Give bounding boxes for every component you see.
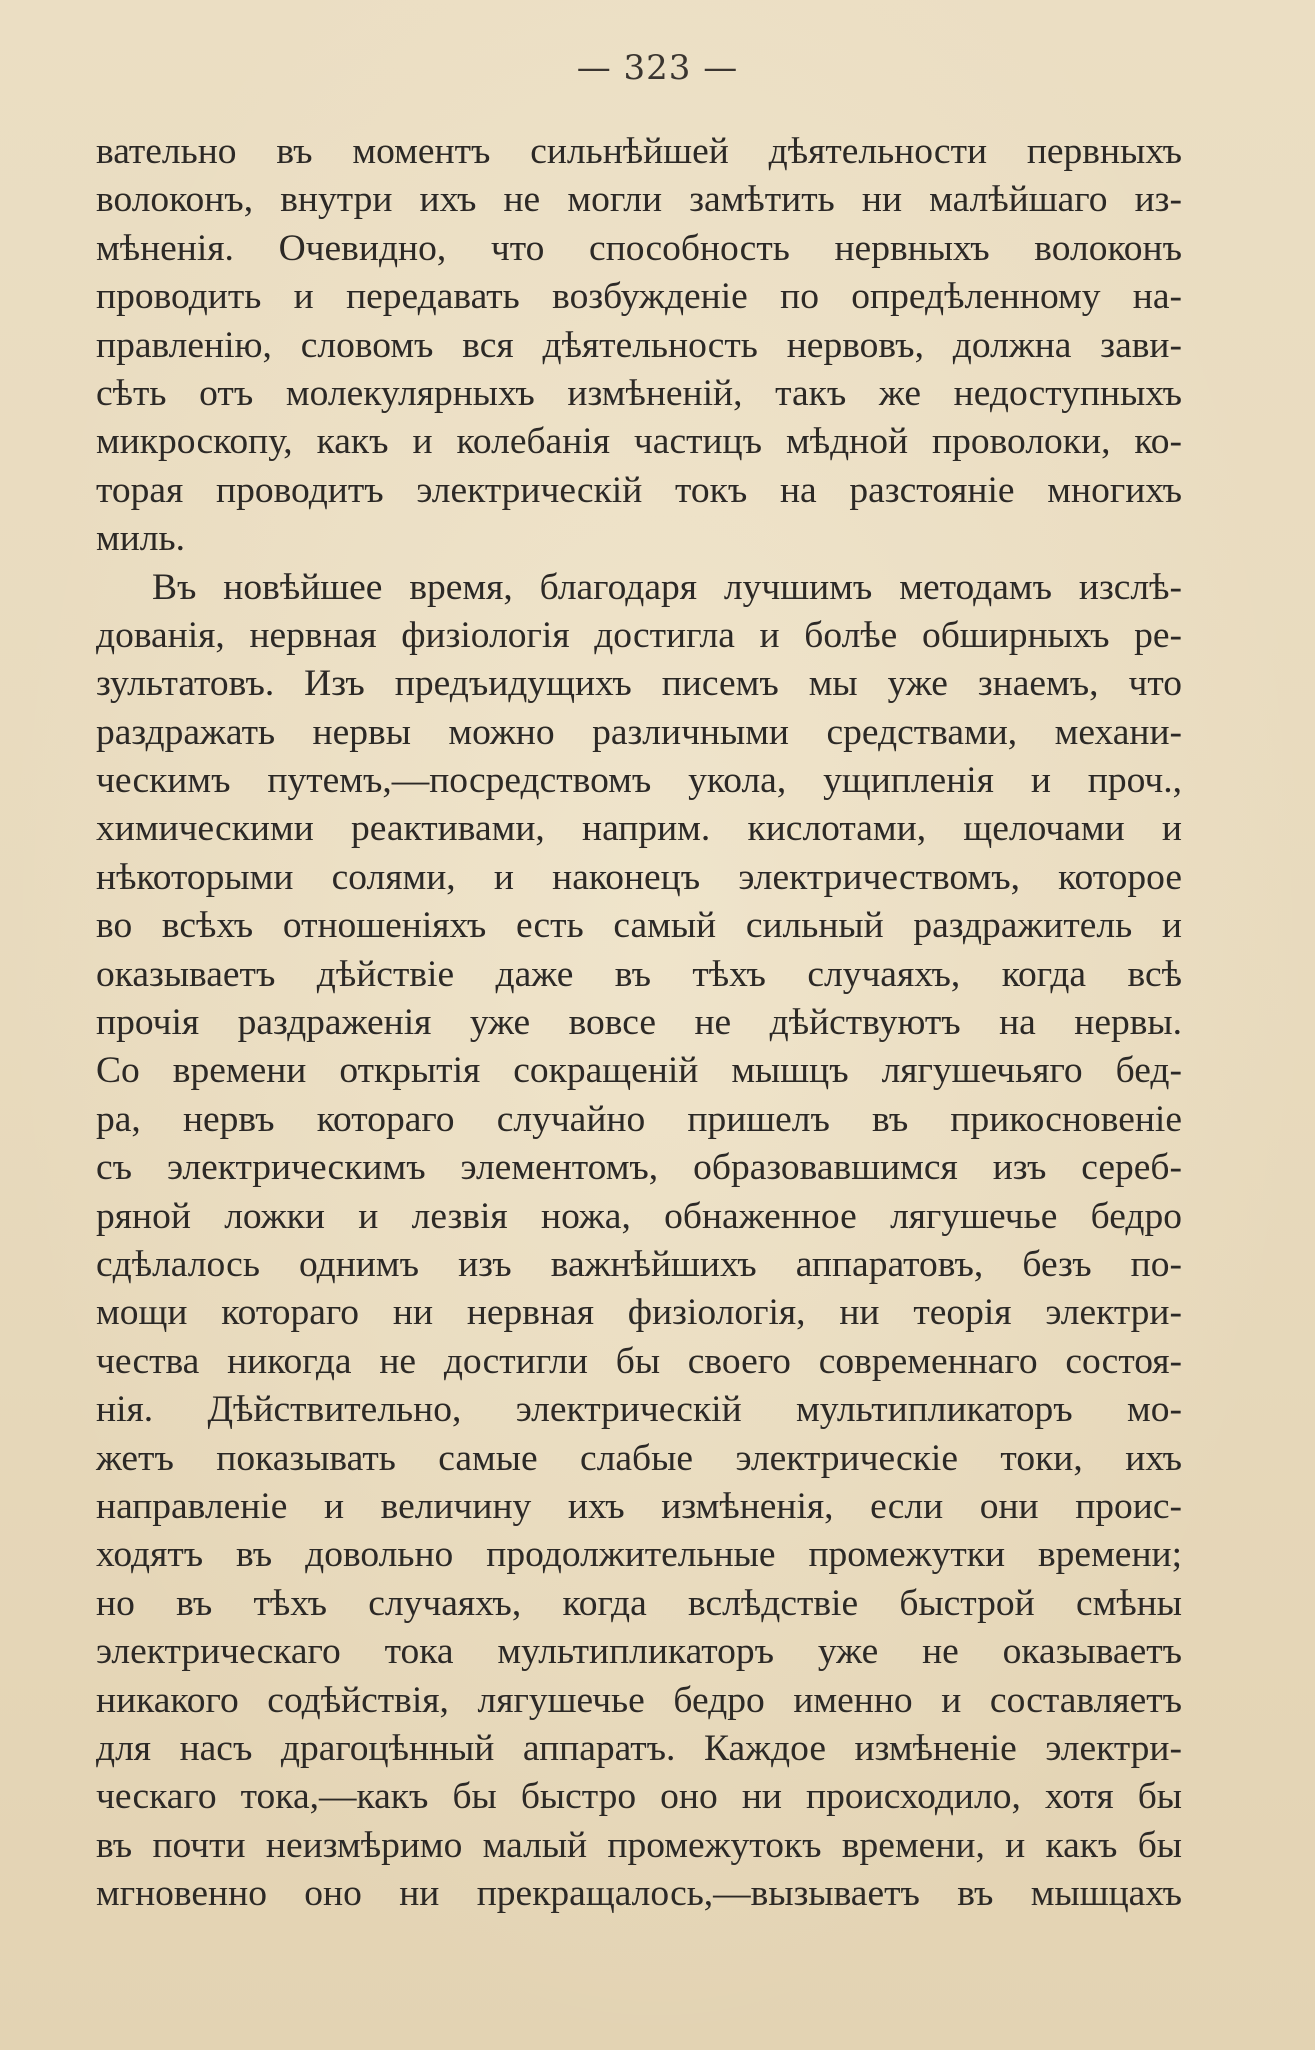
paragraph [96,564,1182,1919]
text-line: нія. Дѣйствительно, электрическій мультипликаторъ мо- [96,1389,1182,1431]
text-line: правленію, словомъ вся дѣятельность нервовъ, должна зави- [96,324,1182,366]
text-line: нѣкоторыми солями, и наконецъ электричествомъ, которое [96,856,1182,898]
text-line: оказываетъ дѣйствіе даже въ тѣхъ случаяхъ, когда всѣ [96,953,1182,995]
text-line: Со времени открытія сокращеній мышцъ лягушечьяго бед- [96,1050,1182,1092]
text-line: вательно въ моментъ сильнѣйшей дѣятельности первныхъ [96,131,1182,172]
text-line: ряной ложки и лезвія ножа, обнаженное лягушечье бедро [96,1195,1182,1237]
text-line: чества никогда не достигли бы своего современнаго состоя- [96,1340,1182,1382]
text-line: микроскопу, какъ и колебанія частицъ мѣдной проволоки, ко- [96,421,1182,463]
text-line: мощи котораго ни нервная физіологія, ни теорія электри- [96,1292,1182,1334]
text-line: съ электрическимъ элементомъ, образовавшимся изъ сереб- [96,1147,1182,1189]
text-line: ческаго тока,—какъ бы быстро оно ни происходило, хотя бы [96,1776,1182,1818]
text-line: прочія раздраженія уже вовсе не дѣйствуютъ на нервы. [96,1002,1182,1044]
text-line: химическими реактивами, наприм. кислотами, щелочами и [96,808,1182,850]
page-number: — 323 — [576,48,739,88]
text-line: никакого содѣйствія, лягушечье бедро именно и составляетъ [96,1679,1182,1721]
text-line: ческимъ путемъ,—посредствомъ укола, ущипленія и проч., [96,760,1182,802]
text-line: электрическаго тока мультипликаторъ уже не оказываетъ [96,1631,1182,1673]
text-line: проводить и передавать возбужденіе по опредѣленному на- [96,276,1182,318]
body-text [96,128,1182,1918]
text-line: торая проводитъ электрическій токъ на разстояніе многихъ [96,469,1182,511]
text-line: сѣть отъ молекулярныхъ измѣненій, такъ же недоступныхъ [96,372,1182,414]
text-line: направленіе и величину ихъ измѣненія, если они проис- [96,1485,1182,1527]
text-line: мѣненія. Очевидно, что способность нервныхъ волоконъ [96,227,1182,269]
text-line: Въ новѣйшее время, благодаря лучшимъ методамъ изслѣ- [152,566,1182,608]
text-line: но въ тѣхъ случаяхъ, когда вслѣдствіе быстрой смѣны [96,1582,1182,1624]
text-line: волоконъ, внутри ихъ не могли замѣтить ни малѣйшаго из- [96,179,1182,221]
paragraph [96,128,1182,564]
text-line: миль. [96,518,185,560]
text-line: сдѣлалось однимъ изъ важнѣйшихъ аппаратовъ, безъ по- [96,1243,1182,1285]
text-line: ходятъ въ довольно продолжительные промежутки времени; [96,1534,1182,1576]
text-line: мгновенно оно ни прекращалось,—вызываетъ въ мышцахъ [96,1873,1182,1915]
text-line: въ почти неизмѣримо малый промежутокъ времени, и какъ бы [96,1824,1182,1866]
text-line: раздражать нервы можно различными средствами, механи- [96,711,1182,753]
text-line: жетъ показывать самые слабые электрическіе токи, ихъ [96,1437,1182,1479]
text-line: зультатовъ. Изъ предъидущихъ писемъ мы уже знаемъ, что [96,663,1182,705]
text-line: для насъ драгоцѣнный аппаратъ. Каждое измѣненіе электри- [96,1727,1182,1769]
text-line: ра, нервъ котораго случайно пришелъ въ прикосновеніе [96,1098,1182,1140]
text-line: во всѣхъ отношеніяхъ есть самый сильный раздражитель и [96,905,1182,947]
text-line: дованія, нервная физіологія достигла и болѣе обширныхъ ре- [96,614,1182,656]
